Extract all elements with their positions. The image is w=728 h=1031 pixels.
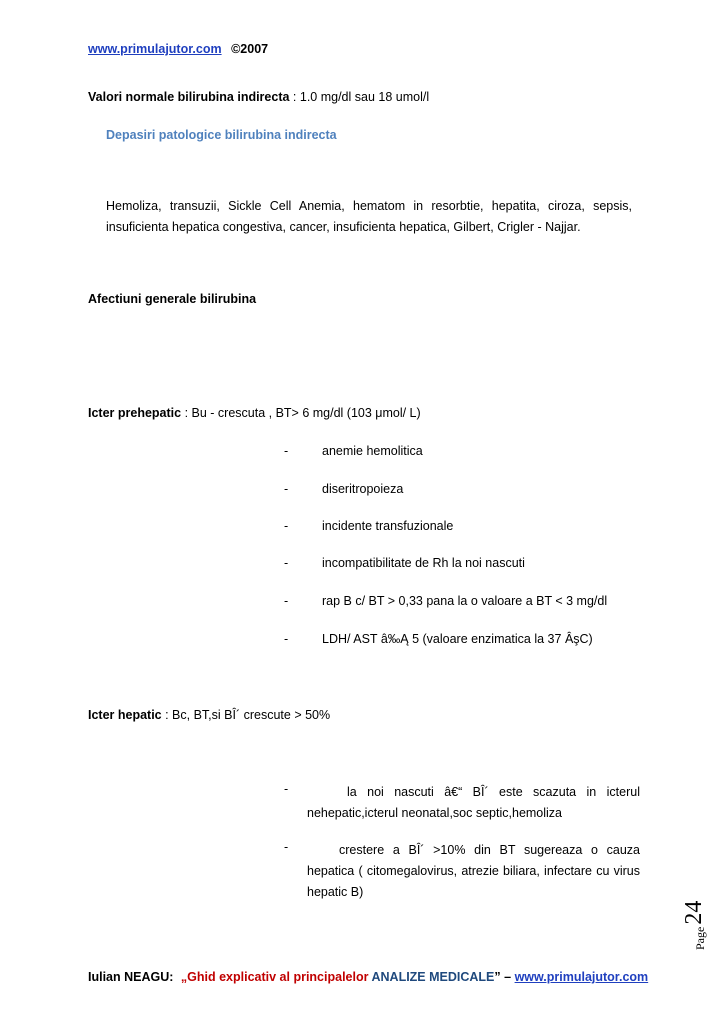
normal-values-label: Valori normale bilirubina indirecta (88, 90, 290, 104)
footer-guide-title: Ghid explicativ al principalelor (187, 970, 369, 984)
list-dash: - (284, 632, 289, 646)
list-dash: - (284, 782, 289, 796)
page-number-value: 24 (681, 900, 707, 925)
prehepatic-label: Icter prehepatic (88, 406, 182, 420)
header (88, 42, 268, 56)
pathologic-text: Hemoliza, transuzii, Sickle Cell Anemia, hematom in resorbtie, hepatita, ciroza, sepsis, insuficienta hepatica congestiva, cancer, insuficienta hepatica, Gilbert, Crigler - Najjar. (106, 199, 632, 234)
normal-values-line (88, 90, 429, 104)
header-copyright: ©2007 (231, 42, 269, 56)
page-number (668, 850, 708, 950)
prehepatic-criteria: : Bu - crescuta , BT> 6 mg/dl (103 μmol/ L) (181, 406, 421, 420)
pathologic-heading: Depasiri patologice bilirubina indirecta (106, 128, 337, 142)
list-item: rap B c/ BT > 0,33 pana la o valoare a BT < 3 mg/dl (322, 594, 608, 608)
header-site-link[interactable]: www.primulajutor.com (88, 42, 222, 56)
footer-site-link[interactable]: www.primulajutor.com (514, 970, 649, 984)
footer-quote-close: ” – (494, 970, 512, 984)
general-heading: Afectiuni generale bilirubina (88, 292, 257, 306)
prehepatic-line (88, 406, 421, 420)
list-item: diseritropoieza (322, 482, 404, 496)
list-item: incompatibilitate de Rh la noi nascuti (322, 556, 525, 570)
footer-quote-open: „ (180, 970, 188, 984)
list-item: anemie hemolitica (322, 444, 423, 458)
hepatic-criteria: : Bc, BT,si BÎ´ crescute > 50% (161, 708, 331, 722)
footer (88, 970, 648, 984)
list-item: incidente transfuzionale (322, 519, 454, 533)
footer-analyses: ANALIZE MEDICALE (371, 970, 495, 984)
list-item: crestere a BÎ´ >10% din BT sugereaza o cauza hepatica ( citomegalovirus, atrezie biliara, infectare cu virus hepatic B) (307, 843, 640, 899)
list-item: LDH/ AST â‰Ą 5 (valoare enzimatica la 37 ÂşC) (322, 632, 593, 646)
hepatic-label: Icter hepatic (88, 708, 162, 722)
list-dash: - (284, 482, 289, 496)
hepatic-line (88, 708, 330, 722)
list-dash: - (284, 519, 289, 533)
list-item: la noi nascuti â€“ BÎ´ este scazuta in icterul nehepatic,icterul neonatal,soc septic,hemoliza (307, 785, 640, 820)
normal-values-value: : 1.0 mg/dl sau 18 umol/l (289, 90, 430, 104)
footer-author: Iulian NEAGU: (88, 970, 174, 984)
list-dash: - (284, 444, 289, 458)
list-dash: - (284, 594, 289, 608)
list-dash: - (284, 556, 289, 570)
list-dash: - (284, 840, 289, 854)
page-word: Page (693, 926, 707, 950)
